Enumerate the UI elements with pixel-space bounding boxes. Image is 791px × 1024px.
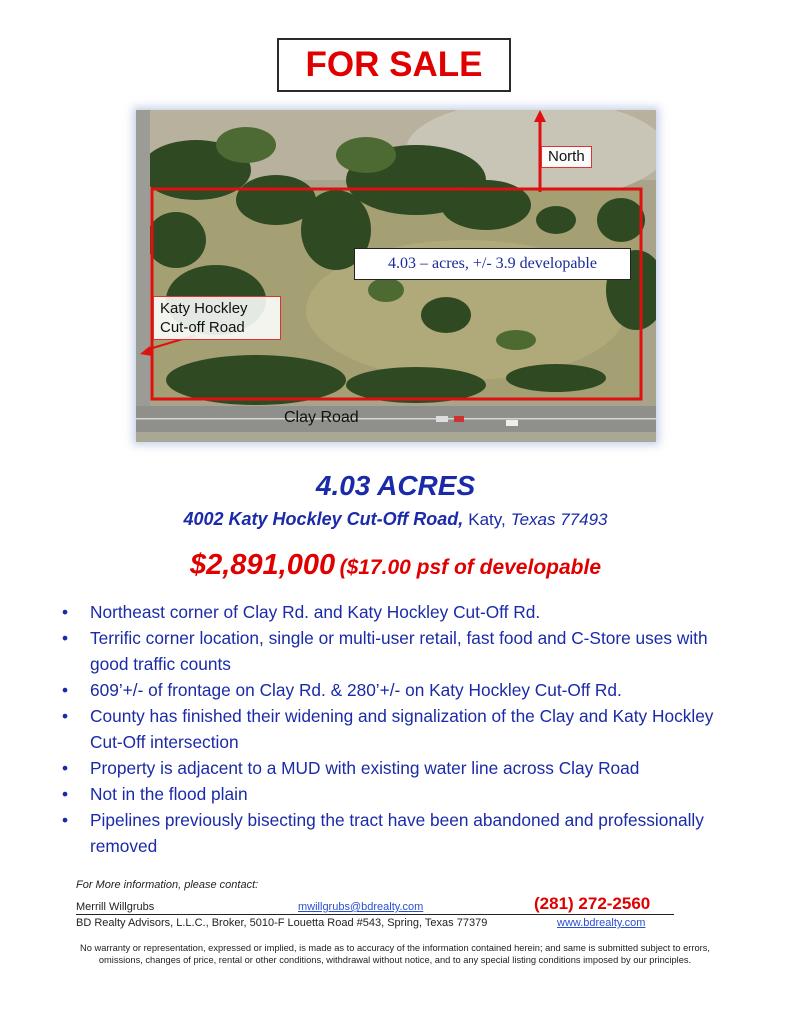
katy-hockley-label	[153, 296, 281, 340]
price-line	[0, 549, 791, 582]
website-link[interactable]: www.bdrealty.com	[557, 917, 646, 929]
aerial-photo	[136, 110, 656, 442]
north-label: North	[541, 146, 592, 168]
email-link[interactable]: mwillgrubs@bdrealty.com	[298, 901, 424, 913]
katy-label-line2: Cut-off Road	[160, 319, 245, 336]
list-item: • Northeast corner of Clay Rd. and Katy Hockley Cut-Off Rd.	[62, 599, 742, 625]
company-info: BD Realty Advisors, L.L.C., Broker, 5010-F Louetta Road #543, Spring, Texas 77379	[76, 917, 488, 929]
disclaimer: No warranty or representation, expressed or implied, is made as to accuracy of the information contained herein; and same is submitted subject to errors, omissions, changes of price, rental or other conditions, withdrawal without notice, and to any special listing conditions imposed by our principles.	[80, 943, 710, 965]
list-item: • Terrific corner location, single or multi-user retail, fast food and C-Store uses with good traffic counts	[62, 625, 742, 677]
feature-list	[62, 599, 742, 859]
street-address: 4002 Katy Hockley Cut-Off Road,	[183, 509, 464, 529]
address-heading	[0, 509, 791, 530]
katy-label-line1: Katy Hockley	[160, 300, 248, 317]
list-item: • 609’+/- of frontage on Clay Rd. & 280’+/- on Katy Hockley Cut-Off Rd.	[62, 677, 742, 703]
list-item: • Pipelines previously bisecting the tract have been abandoned and professionally removed	[62, 807, 742, 859]
acreage-heading: 4.03 ACRES	[315, 470, 476, 501]
acres-label: 4.03 – acres, +/- 3.9 developable	[354, 248, 631, 280]
price-amount: $2,891,000	[189, 549, 336, 581]
phone-number: (281) 272-2560	[534, 894, 651, 913]
list-item: • Property is adjacent to a MUD with existing water line across Clay Road	[62, 755, 742, 781]
price-psf: ($17.00 psf of developable	[339, 556, 602, 579]
contact-name: Merrill Willgrubs	[76, 901, 155, 913]
contact-heading: For More information, please contact:	[76, 879, 259, 891]
contact-underline	[76, 914, 674, 915]
city: Katy,	[468, 510, 506, 529]
list-item: • County has finished their widening and signalization of the Clay and Katy Hockley Cut-Off intersection	[62, 703, 742, 755]
clay-road-label: Clay Road	[284, 409, 359, 426]
company-row	[76, 917, 716, 929]
contact-row	[76, 894, 676, 916]
list-item: • Not in the flood plain	[62, 781, 742, 807]
state-zip: Texas 77493	[510, 510, 608, 529]
for-sale-banner: FOR SALE	[277, 38, 511, 92]
